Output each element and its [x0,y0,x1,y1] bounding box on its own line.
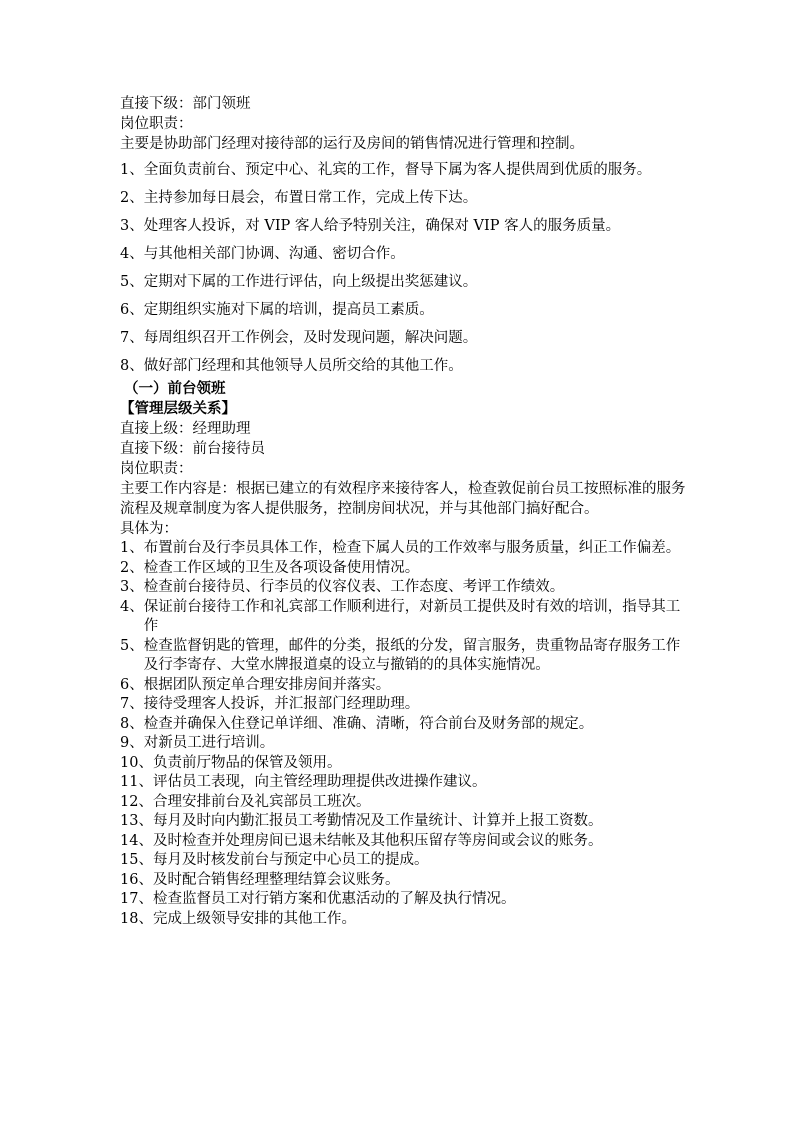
list-item [120,598,690,637]
item-number: 7、 [120,330,144,346]
item-text: 每月及时向内勤汇报员工考勤情况及工作量统计、计算并上报工资数。 [152,813,603,829]
item-number: 14、 [120,832,153,849]
list-item [120,773,690,793]
item-number: 1、 [120,540,144,556]
item-text: 全面负责前台、预定中心、礼宾的工作，督导下属为客人提供周到优质的服务。 [143,162,652,178]
item-text: 及时配合销售经理整理结算会议账务。 [152,871,400,888]
item-text: 检查前台接待员、行李员的仪容仪表、工作态度、考评工作绩效。 [143,579,565,595]
direct-subordinate-line-b: 直接下级：前台接待员 [120,441,265,457]
item-text: 根据团队预定单合理安排房间并落实。 [143,676,391,693]
item-text: 每周组织召开工作例会，及时发现问题，解决问题。 [143,330,478,346]
list-item [120,186,690,211]
item-text: 布置前台及行李员具体工作，检查下属人员的工作效率与服务质量，纠正工作偏差。 [143,540,681,556]
list-item [120,214,690,239]
item-number: 13、 [120,813,153,829]
item-number: 3、 [120,218,144,234]
item-number: 3、 [120,579,144,595]
list-item [120,326,690,351]
item-number: 10、 [120,754,153,771]
item-text: 处理客人投诉，对 VIP 客人给予特别关注，确保对 VIP 客人的服务质量。 [143,218,621,234]
item-number: 6、 [120,302,144,318]
item-number: 6、 [120,676,144,693]
item-number: 9、 [120,735,144,751]
list-item [120,871,690,891]
item-number: 8、 [120,715,144,732]
item-text: 定期对下属的工作进行评估，向上级提出奖惩建议。 [143,274,478,290]
main-work-paragraph: 主要工作内容是：根据已建立的有效程序来接待客人，检查敦促前台员工按照标准的服务流程及规章制度为客人提供服务，控制房间状况，并与其他部门搞好配合。 [120,481,686,517]
item-text: 检查工作区域的卫生及各项设备使用情况。 [143,559,420,576]
list-item [120,715,690,735]
item-number: 4、 [120,598,144,615]
item-text: 评估员工表现，向主管经理助理提供改进操作建议。 [152,774,487,790]
item-text: 定期组织实施对下属的培训，提高员工素质。 [143,302,434,318]
list-item [120,812,690,832]
item-text: 检查监督员工对行销方案和优惠活动的了解及执行情况。 [152,891,516,907]
item-number: 2、 [120,559,144,576]
list-item [120,559,690,579]
item-number: 15、 [120,852,153,868]
list-item [120,734,690,754]
item-text: 及时检查并处理房间已退未结帐及其他积压留存等房间或会议的账务。 [152,832,603,849]
list-item [120,158,690,183]
list-item [120,695,690,715]
section-heading-front-desk-supervisor: （一）前台领班 [124,380,226,397]
duties-label: 岗位职责： [120,116,193,132]
duties-label-b: 岗位职责： [120,461,193,477]
list-item [120,793,690,813]
item-number: 4、 [120,246,144,262]
item-number: 2、 [120,190,144,206]
list-item [120,578,690,598]
list-item [120,354,690,379]
item-text: 每月及时核发前台与预定中心员工的提成。 [152,852,429,868]
duties-list-b [120,539,690,929]
list-item [120,539,690,559]
item-text: 负责前厅物品的保管及领用。 [152,754,342,771]
item-text: 检查监督钥匙的管理，邮件的分类，报纸的分发，留言服务，贵重物品寄存服务工作及行李寄存、大堂水牌报道桌的设立与撤销的的具体实施情况。 [143,637,681,673]
item-number: 17、 [120,891,153,907]
list-item [120,890,690,910]
item-number: 18、 [120,910,153,927]
item-text: 做好部门经理和其他领导人员所交给的其他工作。 [143,358,463,374]
item-text: 接待受理客人投诉，并汇报部门经理助理。 [143,696,420,712]
item-text: 保证前台接待工作和礼宾部工作顺利进行，对新员工提供及时有效的培训，指导其工作 [143,598,681,634]
document-page [120,94,690,929]
direct-superior-line: 直接上级：经理助理 [120,421,251,437]
list-item [120,298,690,323]
list-item [120,676,690,696]
item-text: 完成上级领导安排的其他工作。 [152,910,356,927]
item-number: 7、 [120,696,144,712]
item-text: 检查并确保入住登记单详细、准确、清晰，符合前台及财务部的规定。 [143,715,594,732]
item-number: 5、 [120,637,144,654]
item-text: 主持参加每日晨会，布置日常工作，完成上传下达。 [143,190,478,206]
item-number: 8、 [120,358,144,374]
list-item [120,270,690,295]
item-number: 11、 [120,774,153,790]
list-item [120,851,690,871]
list-item [120,832,690,852]
list-item [120,910,690,930]
item-number: 16、 [120,871,153,888]
duties-summary: 主要是协助部门经理对接待部的运行及房间的销售情况进行管理和控制。 [120,136,584,152]
item-text: 与其他相关部门协调、沟通、密切合作。 [143,246,405,262]
list-item [120,637,690,676]
item-text: 对新员工进行培训。 [143,735,275,751]
item-number: 12、 [120,793,153,810]
item-text: 合理安排前台及礼宾部员工班次。 [152,793,371,810]
management-hierarchy-heading: 【管理层级关系】 [120,400,236,417]
direct-subordinate-line: 直接下级：部门领班 [120,96,251,112]
specific-label: 具体为： [120,521,178,537]
duties-list-a [120,158,690,379]
list-item [120,242,690,267]
list-item [120,754,690,774]
item-number: 1、 [120,162,144,178]
item-number: 5、 [120,274,144,290]
